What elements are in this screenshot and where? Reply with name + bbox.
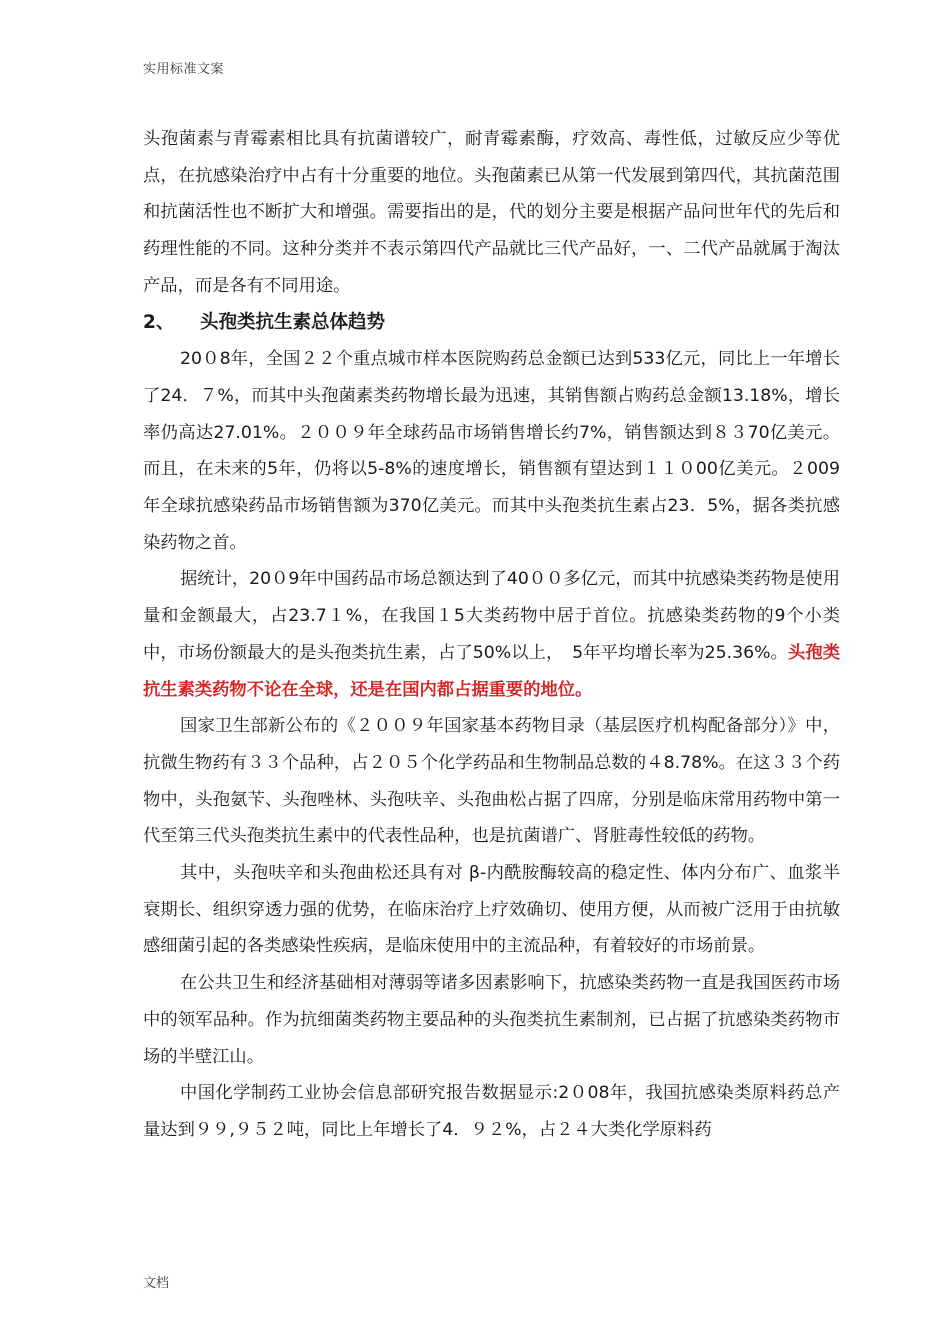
paragraph-intro: 头孢菌素与青霉素相比具有抗菌谱较广，耐青霉素酶，疗效高、毒性低，过敏反应少等优点，在抗感染治疗中占有十分重要的地位。头孢菌素已从第一代发展到第四代，其抗菌范围和抗菌活性也不断扩大和增强。需要指出的是，代的划分主要是根据产品问世年代的先后和药理性能的不同。这种分类并不表示第四代产品就比三代产品好，一、二代产品就属于淘汰产品，而是各有不同用途。 [143,129,840,296]
paragraph-statistics-2009 [143,561,840,708]
paragraph-cefuroxime-ceftriaxone: 其中，头孢呋辛和头孢曲松还具有对 β-内酰胺酶较高的稳定性、体内分布广、血浆半衰期长、组织穿透力强的优势，在临床治疗上疗效确切、使用方便，从而被广泛用于由抗敏感细菌引起的各类感染性疾病，是临床使用中的主流品种，有着较好的市场前景。 [143,863,840,957]
section-title: 头孢类抗生素总体趋势 [200,311,386,333]
paragraph-essential-drugs: 国家卫生部新公布的《２００９年国家基本药物目录（基层医疗机构配备部分）》中，抗微生物药有３３个品种，占２０５个化学药品和生物制品总数的４8.78%。在这３３个药物中，头孢氨苄、头孢唑林、头孢呋辛、头孢曲松占据了四席，分别是临床常用药物中第一代至第三代头孢类抗生素中的代表性品种，也是抗菌谱广、肾脏毒性较低的药物。 [143,716,840,847]
section-number: 2、 [143,311,175,333]
page-header: 实用标准文案 [143,62,225,77]
statistics-text: 据统计，20０9年中国药品市场总额达到了40００多亿元，而其中抗感染类药物是使用量和金额最大，占23.7１%，在我国１5大类药物中居于首位。抗感染类药物的9个小类中，市场份额最大的是头孢类抗生素，占了50%以上， 5年平均增长率为25.36%。 [143,569,840,663]
paragraph-industry-report: 中国化学制药工业协会信息部研究报告数据显示:2０08年，我国抗感染类原料药总产量达到９９,９５２吨，同比上年增长了4．９２%，占２４大类化学原料药 [143,1083,840,1140]
paragraph-public-health: 在公共卫生和经济基础相对薄弱等诸多因素影响下，抗感染类药物一直是我国医药市场中的领军品种。作为抗细菌类药物主要品种的头孢类抗生素制剂，已占据了抗感染类药物市场的半壁江山。 [143,973,840,1067]
paragraph-market-2008: 20０8年，全国２２个重点城市样本医院购药总金额已达到533亿元，同比上一年增长了24．７%，而其中头孢菌素类药物增长最为迅速，其销售额占购药总金额13.18%，增长率仍高达27.01%。２００９年全球药品市场销售增长约7%，销售额达到８３70亿美元。而且，在未来的5年，仍将以5-8%的速度增长，销售额有望达到１１０00亿美元。２009年全球抗感染药品市场销售额为370亿美元。而其中头孢类抗生素占23．5%，据各类抗感染药物之首。 [143,349,840,553]
page-footer: 文档 [143,1276,170,1291]
section-heading [143,305,840,342]
highlight-conclusion: 头孢类抗生素类药物不论在全球，还是在国内都占据重要的地位。 [143,642,840,700]
document-body [143,121,840,1149]
